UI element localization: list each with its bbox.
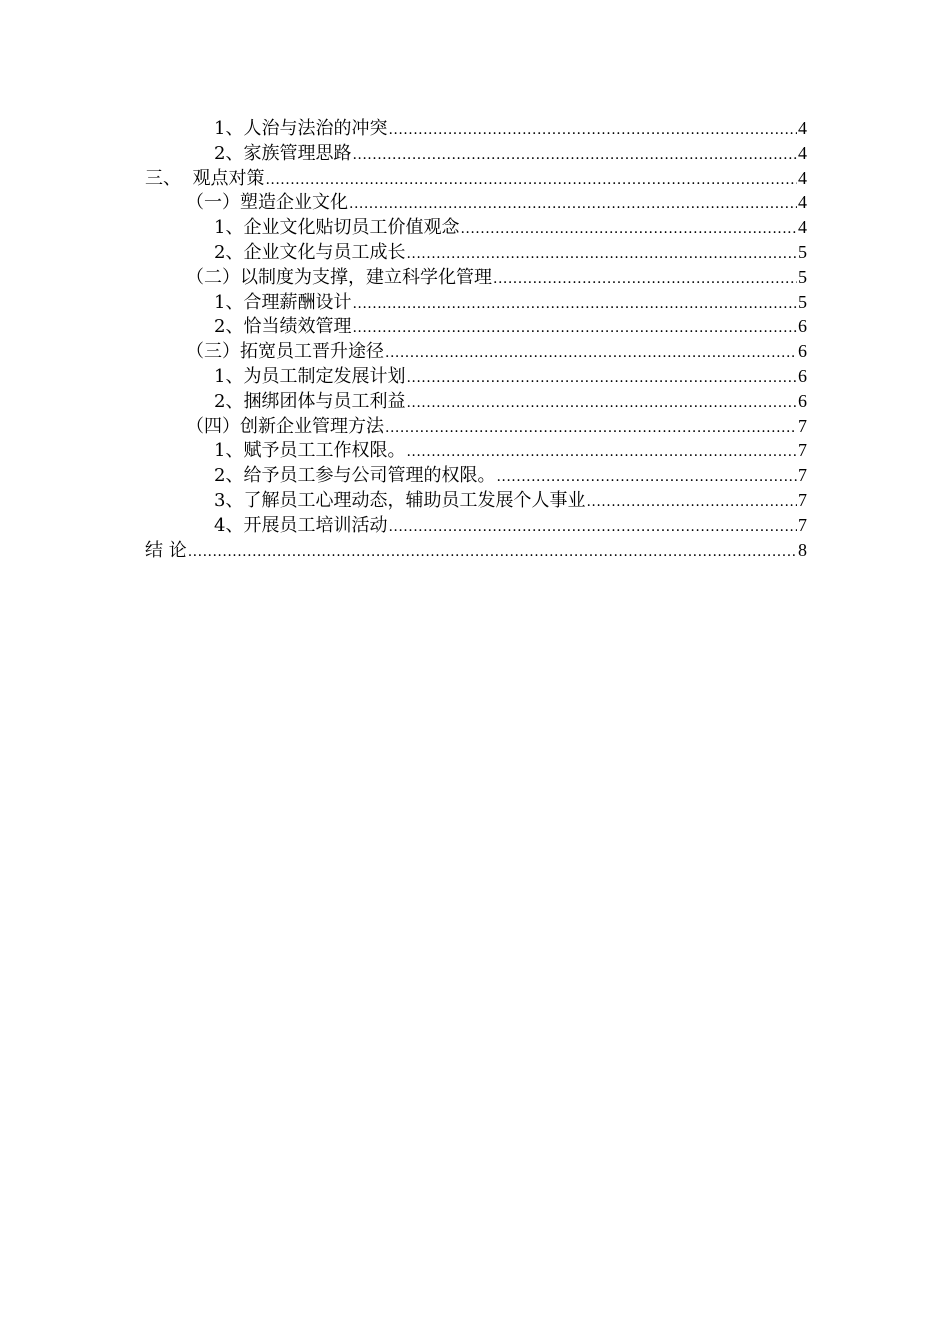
- toc-entry-title: 2、捆绑团体与员工利益: [214, 390, 406, 412]
- toc-entry[interactable]: [145, 488, 807, 513]
- toc-dot-leader: [385, 341, 797, 366]
- toc-page-number: 7: [798, 489, 807, 510]
- toc-entry[interactable]: [145, 141, 807, 166]
- toc-entry-title: （二）以制度为支撑，建立科学化管理: [186, 266, 492, 288]
- toc-entry[interactable]: [145, 166, 807, 191]
- toc-page-number: 7: [798, 415, 807, 436]
- toc-entry-title: 2、给予员工参与公司管理的权限。: [214, 465, 496, 487]
- toc-dot-leader: [388, 515, 797, 540]
- toc-entry[interactable]: [145, 215, 807, 240]
- toc-page-number: 6: [798, 341, 807, 362]
- toc-page-number: 4: [798, 167, 807, 188]
- toc-entry[interactable]: [145, 339, 807, 364]
- toc-dot-leader: [493, 267, 797, 292]
- toc-entry-title: 1、企业文化贴切员工价值观念: [214, 217, 460, 239]
- toc-page-number: 4: [798, 217, 807, 238]
- toc-page-number: 6: [798, 365, 807, 386]
- toc-entry[interactable]: [145, 513, 807, 538]
- toc-dot-leader: [406, 391, 797, 416]
- toc-entry[interactable]: [145, 290, 807, 315]
- toc-page-number: 6: [798, 316, 807, 337]
- toc-dot-leader: [406, 366, 797, 391]
- toc-page-number: 6: [798, 390, 807, 411]
- toc-entry[interactable]: [145, 190, 807, 215]
- toc-entry-title: 3、了解员工心理动态，辅助员工发展个人事业: [214, 489, 586, 511]
- toc-entry-title: 1、合理薪酬设计: [214, 291, 352, 313]
- toc-page-number: 5: [798, 266, 807, 287]
- toc-entry-title: 1、赋予员工工作权限。: [214, 440, 406, 462]
- toc-entry-title: 1、人治与法治的冲突: [214, 118, 388, 139]
- toc-entry-title: 三、 观点对策: [145, 167, 265, 189]
- toc-page-number: 7: [798, 514, 807, 535]
- toc-entry-title: 1、为员工制定发展计划: [214, 365, 406, 387]
- toc-page-number: 8: [798, 539, 807, 560]
- toc-page-number: 4: [798, 118, 807, 138]
- toc-dot-leader: [385, 416, 797, 441]
- toc-dot-leader: [388, 118, 797, 143]
- toc-entry[interactable]: [145, 116, 807, 141]
- toc-entry[interactable]: [145, 389, 807, 414]
- toc-page-number: 4: [798, 142, 807, 163]
- toc-entry-title: 2、家族管理思路: [214, 142, 352, 164]
- toc-dot-leader: [352, 316, 797, 341]
- toc-entry[interactable]: [145, 414, 807, 439]
- toc-entry[interactable]: [145, 240, 807, 265]
- toc-dot-leader: [349, 192, 797, 217]
- toc-dot-leader: [352, 143, 797, 168]
- toc-dot-leader: [586, 490, 797, 515]
- toc-entry-title: 结 论: [145, 539, 187, 561]
- toc-page-number: 7: [798, 465, 807, 486]
- toc-dot-leader: [406, 242, 797, 267]
- toc-entry[interactable]: [145, 314, 807, 339]
- toc-dot-leader: [460, 217, 797, 242]
- toc-dot-leader: [265, 168, 797, 193]
- table-of-contents: [145, 116, 807, 562]
- toc-entry-title: 2、恰当绩效管理: [214, 316, 352, 338]
- toc-entry[interactable]: [145, 463, 807, 488]
- toc-entry-title: 2、企业文化与员工成长: [214, 241, 406, 263]
- toc-dot-leader: [352, 292, 797, 317]
- toc-dot-leader: [406, 440, 797, 465]
- toc-entry[interactable]: [145, 438, 807, 463]
- toc-entry-title: （三）拓宽员工晋升途径: [186, 341, 384, 363]
- toc-dot-leader: [496, 465, 797, 490]
- toc-entry[interactable]: [145, 364, 807, 389]
- toc-entry-title: （四）创新企业管理方法: [186, 415, 384, 437]
- toc-page-number: 5: [798, 291, 807, 312]
- toc-dot-leader: [188, 540, 797, 565]
- toc-entry-title: 4、开展员工培训活动: [214, 514, 388, 536]
- toc-page-number: 5: [798, 241, 807, 262]
- toc-page-number: 7: [798, 440, 807, 461]
- toc-entry[interactable]: [145, 538, 807, 563]
- toc-page-number: 4: [798, 192, 807, 213]
- toc-entry-title: （一）塑造企业文化: [186, 192, 348, 214]
- toc-entry[interactable]: [145, 265, 807, 290]
